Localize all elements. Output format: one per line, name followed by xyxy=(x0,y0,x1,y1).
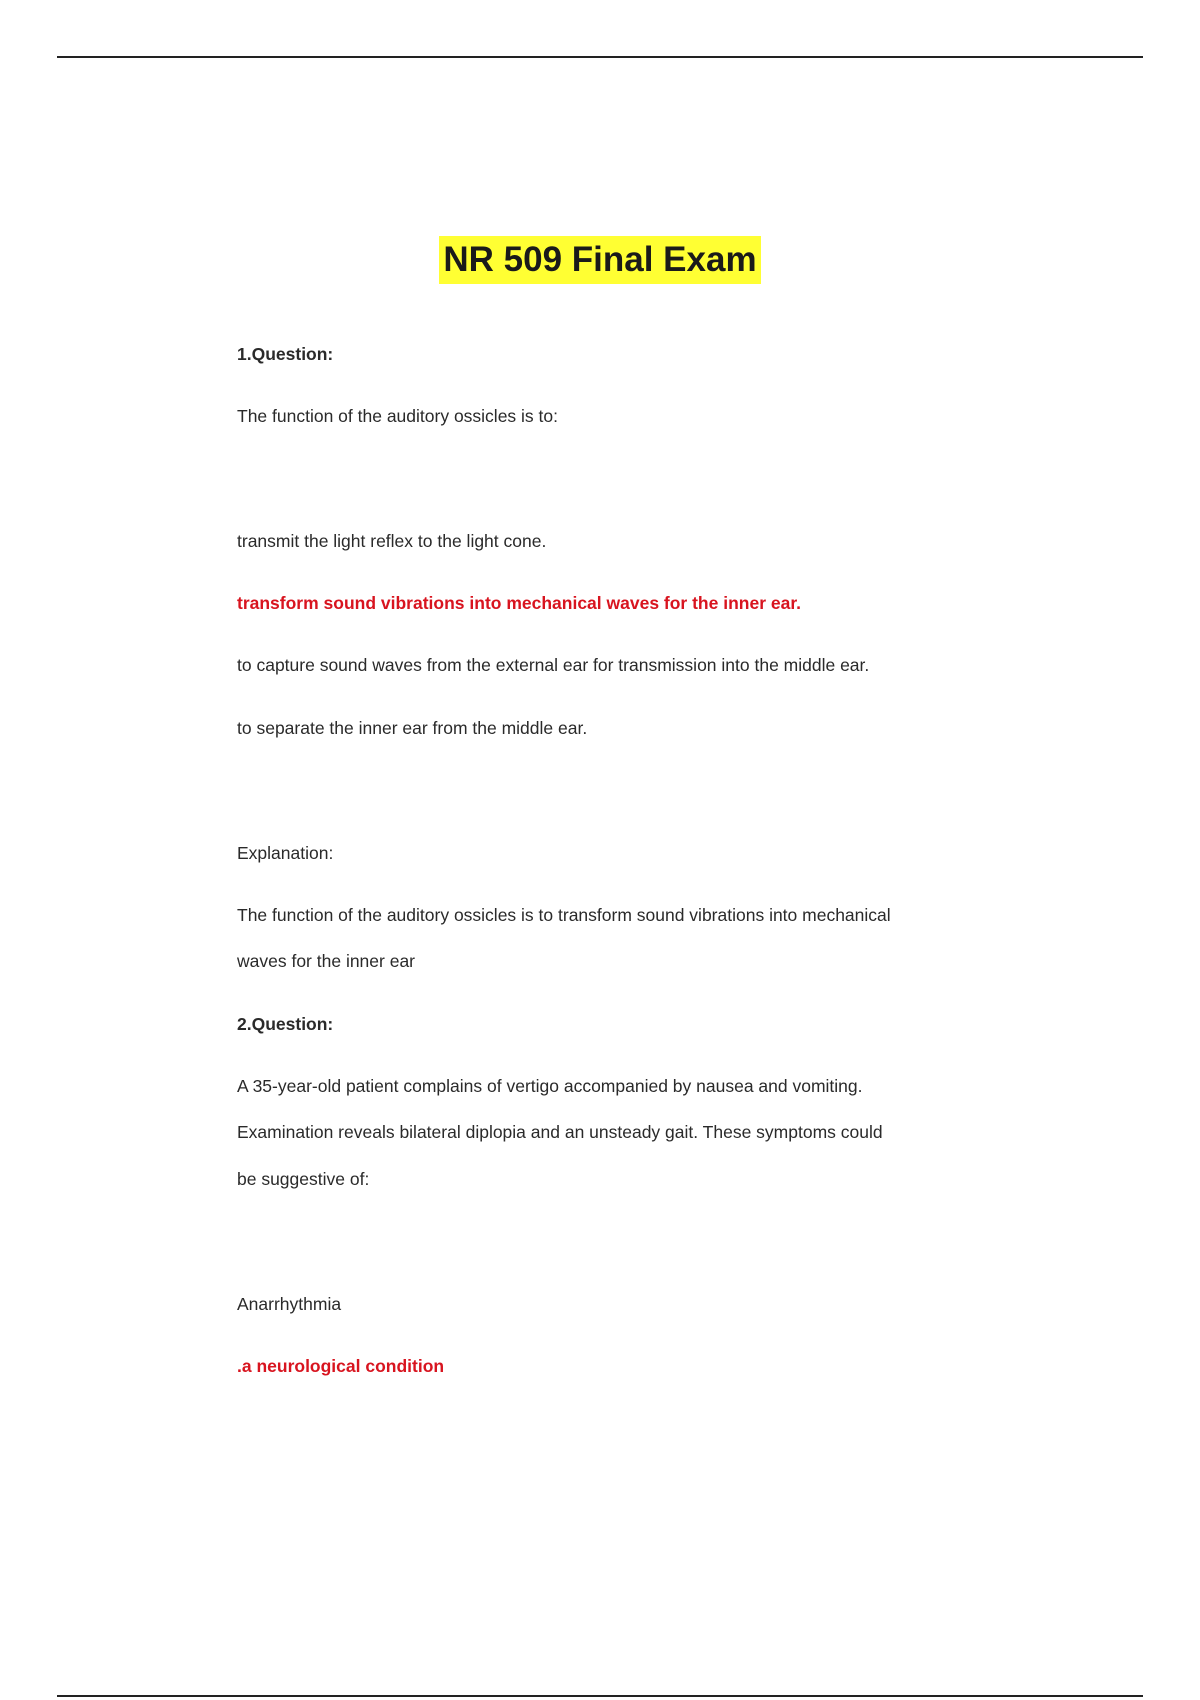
question-1-option-3: to capture sound waves from the external ear for transmission into the middle ear. xyxy=(237,655,870,675)
question-1-heading: 1.Question: xyxy=(237,344,334,364)
question-1-explanation-line-1: The function of the auditory ossicles is to transform sound vibrations into mechanical xyxy=(237,905,891,925)
question-2-option-1: Anarrhythmia xyxy=(237,1294,342,1314)
question-1-explanation-line-2: waves for the inner ear xyxy=(237,951,416,971)
question-2-prompt-line-3: be suggestive of: xyxy=(237,1169,370,1189)
top-rule xyxy=(57,56,1143,58)
question-1-option-1: transmit the light reflex to the light cone. xyxy=(237,531,547,551)
bottom-rule xyxy=(57,1695,1143,1697)
document-title: NR 509 Final Exam xyxy=(439,236,760,284)
question-2-option-2-correct: .a neurological condition xyxy=(237,1356,445,1376)
title-block xyxy=(0,236,1200,284)
question-2-prompt-line-1: A 35-year-old patient complains of vertigo accompanied by nausea and vomiting. xyxy=(237,1076,863,1096)
question-1-option-4: to separate the inner ear from the middle ear. xyxy=(237,718,588,738)
question-1-prompt: The function of the auditory ossicles is to: xyxy=(237,406,558,426)
question-1-option-2-correct: transform sound vibrations into mechanical waves for the inner ear. xyxy=(237,593,802,613)
question-1-explanation-label: Explanation: xyxy=(237,843,334,863)
question-2-heading: 2.Question: xyxy=(237,1014,334,1034)
question-2-prompt-line-2: Examination reveals bilateral diplopia and an unsteady gait. These symptoms could xyxy=(237,1122,883,1142)
